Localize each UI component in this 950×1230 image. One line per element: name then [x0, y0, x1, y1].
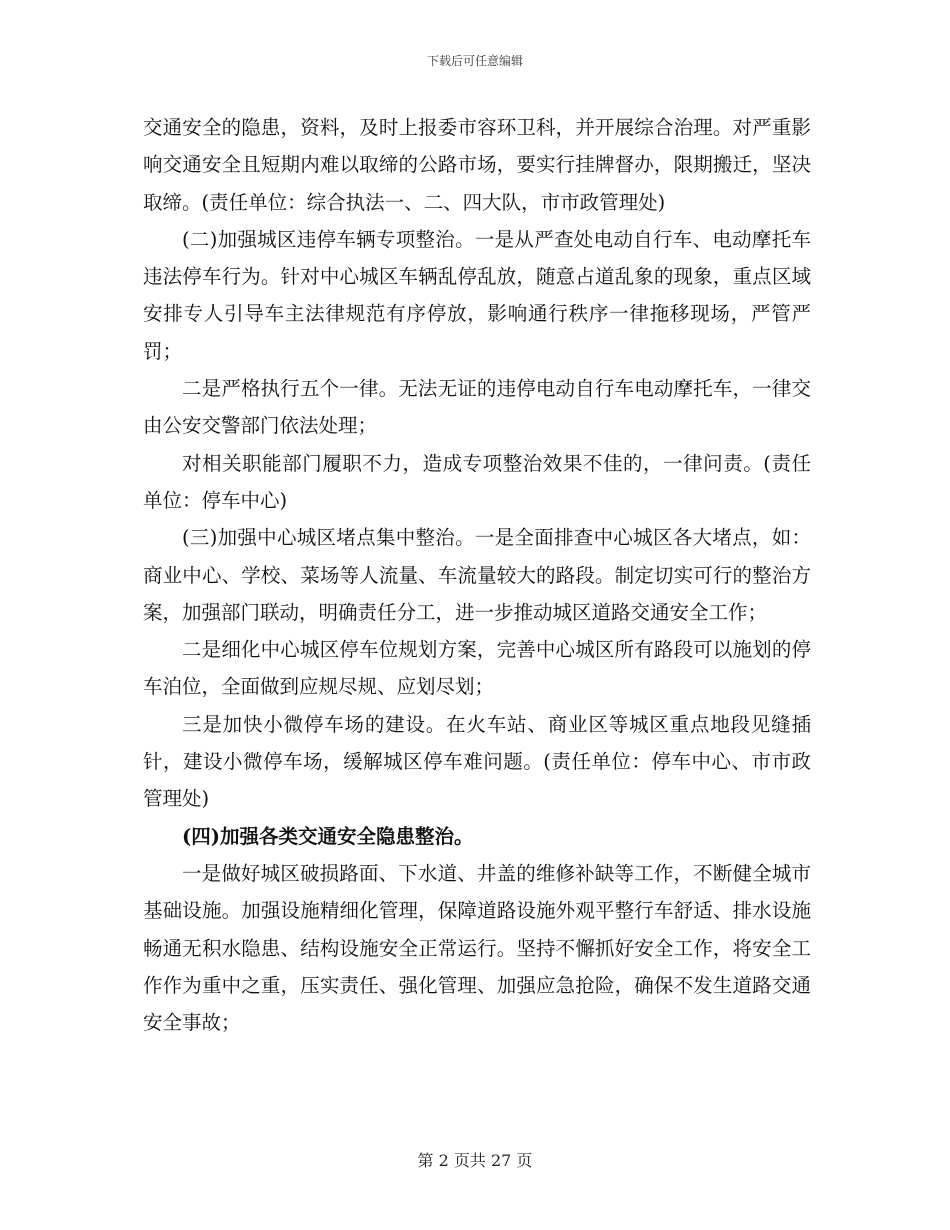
paragraph-5: (三)加强中心城区堵点集中整治。一是全面排查中心城区各大堵点，如：商业中心、学校、菜场等人流量、车流量较大的路段。制定切实可行的整治方案，加强部门联动，明确责任分工，进一步推动城区道路交通安全工作；: [143, 526, 811, 624]
paragraph-6: 二是细化中心城区停车位规划方案，完善中心城区所有路段可以施划的停车泊位，全面做到应规尽规、应划尽划；: [143, 638, 811, 699]
paragraph-1: 交通安全的隐患，资料，及时上报委市容环卫科，并开展综合治理。对严重影响交通安全且短期内难以取缔的公路市场，要实行挂牌督办，限期搬迁，坚决取缔。(责任单位：综合执法一、二、四大队，市市政管理处): [143, 116, 811, 214]
paragraph-7: 三是加快小微停车场的建设。在火车站、商业区等城区重点地段见缝插针，建设小微停车场，缓解城区停车难问题。(责任单位：停车中心、市市政管理处): [143, 712, 811, 811]
paragraph-2: (二)加强城区违停车辆专项整治。一是从严查处电动自行车、电动摩托车违法停车行为。针对中心城区车辆乱停乱放，随意占道乱象的现象，重点区域安排专人引导车主法律规范有序停放，影响通行秩序一律拖移现场，严管严罚；: [143, 227, 811, 363]
page-header: 下载后可任意编辑: [426, 54, 523, 68]
document-body: [143, 109, 811, 1041]
paragraph-4: 对相关职能部门履职不力，造成专项整治效果不佳的，一律问责。(责任单位：停车中心): [143, 451, 811, 512]
page-footer: 第 2 页共 27 页: [417, 1151, 533, 1170]
section-heading-4: (四)加强各类交通安全隐患整治。: [182, 824, 474, 848]
paragraph-8: 一是做好城区破损路面、下水道、井盖的维修补缺等工作，不断健全城市基础设施。加强设施精细化管理，保障道路设施外观平整行车舒适、排水设施畅通无积水隐患、结构设施安全正常运行。坚持不懈抓好安全工作，将安全工作作为重中之重，压实责任、强化管理、加强应急抢险，确保不发生道路交通安全事故；: [143, 861, 811, 1035]
paragraph-3: 二是严格执行五个一律。无法无证的违停电动自行车电动摩托车，一律交由公安交警部门依法处理；: [143, 377, 811, 438]
